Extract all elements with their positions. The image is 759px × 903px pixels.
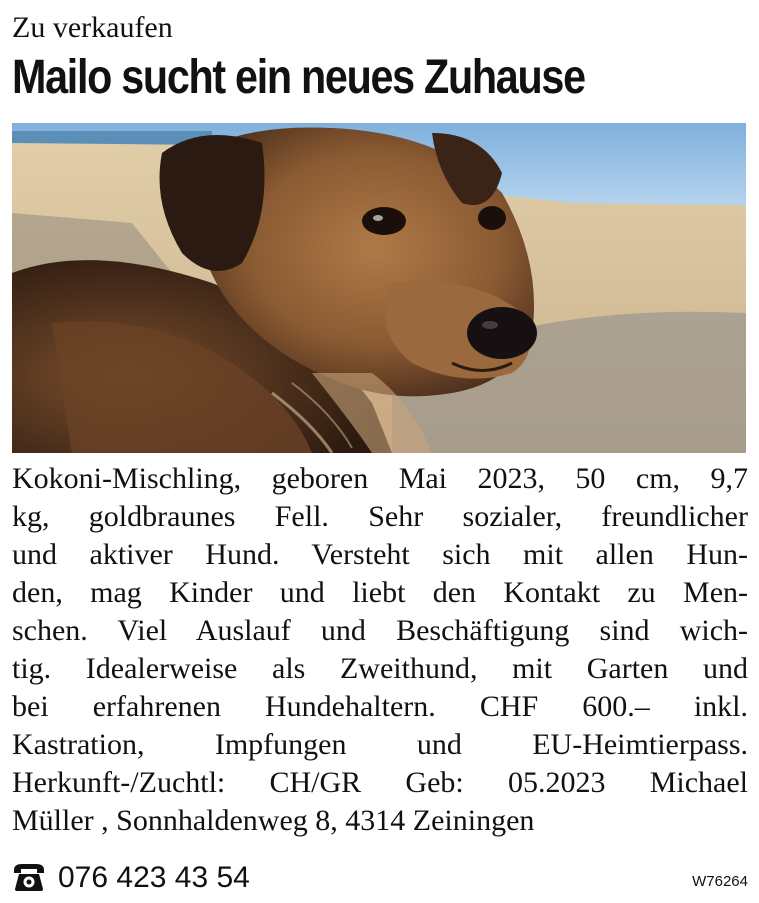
- dog-photo: [12, 123, 746, 453]
- description-line: Kokoni-Mischling, geboren Mai 2023, 50 cm, 9,7: [12, 462, 748, 495]
- telephone-icon: [12, 862, 46, 892]
- ad-description: [12, 460, 748, 840]
- ad-category: Zu verkaufen: [12, 11, 173, 44]
- description-line: und aktiver Hund. Versteht sich mit allen Hun-: [12, 538, 748, 571]
- description-line: Kastration, Impfungen und EU-Heimtierpass.: [12, 728, 748, 761]
- description-line: tig. Idealerweise als Zweithund, mit Garten und: [12, 652, 748, 685]
- description-line: Müller , Sonnhaldenweg 8, 4314 Zeiningen: [12, 804, 535, 837]
- contact-row: [12, 858, 748, 898]
- description-line: den, mag Kinder und liebt den Kontakt zu Men-: [12, 576, 748, 609]
- ad-code: W76264: [692, 873, 748, 890]
- description-line: bei erfahrenen Hundehaltern. CHF 600.– inkl.: [12, 690, 748, 723]
- classified-ad: [12, 0, 748, 894]
- description-line: schen. Viel Auslauf und Beschäftigung sind wich-: [12, 614, 748, 647]
- description-line: Herkunft-/Zuchtl: CH/GR Geb: 05.2023 Michael: [12, 766, 748, 799]
- description-line: kg, goldbraunes Fell. Sehr sozialer, freundlicher: [12, 500, 748, 533]
- phone-number[interactable]: 076 423 43 54: [58, 861, 250, 894]
- ad-headline: Mailo sucht ein neues Zuhause: [12, 51, 585, 104]
